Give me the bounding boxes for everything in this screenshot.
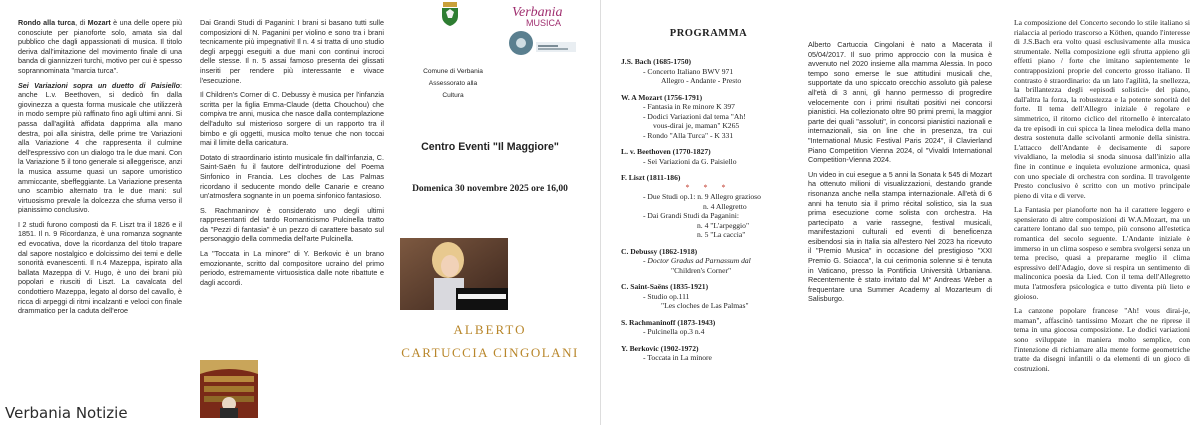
panel-1 xyxy=(0,0,190,425)
program-work: - Dodici Variazioni dal tema "Ah! xyxy=(643,111,746,121)
programma-list xyxy=(621,57,796,363)
program-composer: Y. Berkovic (1902-1972) xyxy=(621,343,699,353)
svg-text:Verbania: Verbania xyxy=(512,5,563,20)
program-composer: W. A Mozart (1756-1791) xyxy=(621,92,703,102)
pianist-photo xyxy=(400,238,580,310)
beethoven-text: : anche L.v. Beethoven, si dedicò fin dalla giovinezza a questa forma musicale che utilizzerà in modo sempre più raffinato fino agli ultimi anni. Si passa dall'agilità affidata dapprima alla mano destra, poi alla sinistra, delle prime tre Variazioni alla Variazione 4 che rappresenta il culmine dell'espressivo con un dialogo tra le due mani. Con la Variazione 5 il tono generale si alleggerisce, anzi la musica assume quasi un sapore umoristico ammiccante, sbeffeggiante. La Variazione presenta uno scambio alternato tra le due mani: sul virtuosismo prevale la dolcezza che sfuma verso il pianissimo conclusivo. xyxy=(18,80,182,215)
svg-text:MUSICA: MUSICA xyxy=(526,18,562,28)
assessorato-label: Assessorato alla Cultura xyxy=(428,80,478,99)
rondo-text: è una delle opere più conosciute per pianoforte solo, amata sia dal pubblico che dagli appassionati di musica. Il titolo deriva dall'imitazione del movimento finale di una banda di giannizzeri turchi, motivo per cui è spesso soprannominata "marcia turca". xyxy=(18,18,183,75)
rondo-title: Rondo alla turca xyxy=(18,18,76,27)
program-composer: J.S. Bach (1685-1750) xyxy=(621,57,692,66)
program-work: "Les cloches de Las Palmas" xyxy=(661,301,749,310)
program-block xyxy=(621,93,796,141)
bach-notes: La composizione del Concerto secondo lo stile italiano si rialaccia al periodo trascorso a Köthen, quando l'interesse di J.S.Bach era volto quasi esclusivamente alla musica strumentale. Nella composizione egli sfrutta appieno gli effetti piano / forte che imitano sapientemente le contrapposizioni proprie del concerto grosso italiano. Il contrasto è straordinario: da un lato l'agilità, la snellezza, la brillantezza degli «episodi solistici» del piano, dall'altra la forza, la robustezza e la potente sonorità del forte. Il tema dell'Allegro iniziale è regolare e simmetrico, il ritorno ciclico del ritornello è intercalato da tre episodi in cui spicca la linea melodica della mano destra sostenuta dalle scivolanti armonie della sinistra. L'attacco dell'Andante è decisamente di sapore vivaldiano, la melodia si snoda sinuosa dall'inizio alla fine in continue e inquieta evoluzione armonica, quasi con uno speciale di orchestra con sordina. Il travolgente Presto conclusivo è scritto con un motivo principale pieno di vita e di verve. xyxy=(1014,18,1190,200)
beethoven-paragraph xyxy=(18,81,182,215)
program-composer: F. Liszt (1811-186) xyxy=(621,173,681,182)
program-work: n. 4 Allegretto xyxy=(703,201,747,211)
program-work: - Rondo "Alla Turca" - K 331 xyxy=(643,130,734,140)
debussy-paragraph: Il Children's Corner di C. Debussy è musica per l'infanzia scritta per la figlia Emma-Claude (detta Chouchou) che compiva tre anni, musica che nasce dalla contemplazione dell'adulto sul misterioso sorgere di un rapporto tra il bimbo e gli oggetti, musica molto tenue che non toccai mai il limite della caricatura. xyxy=(200,90,384,148)
verbania-musica-logo xyxy=(510,4,580,28)
program-work: "Children's Corner" xyxy=(671,265,732,275)
program-composer: C. Saint-Saëns (1835-1921) xyxy=(621,282,709,291)
program-block xyxy=(621,57,796,86)
saint-saens-paragraph: Dotato di straordinario istinto musicale fin dall'infanzia, C. Saint-Saën fu il fautore dell'introduzione del Poema Sinfonico in Francia. Les cloches de Las Palmas ricordano il seducente mondo delle Canarie e creano un'atmosfera sognante in un poema sinfonico fantasioso. xyxy=(200,152,384,201)
pianist-last-name: CARTUCCIA CINGOLANI xyxy=(401,345,579,360)
program-work: - Doctor Gradus ad Parnassum dal xyxy=(643,256,751,265)
program-work: - Fantasia in Re minore K 397 xyxy=(643,102,735,111)
panel-cover xyxy=(390,0,590,425)
panel-notes xyxy=(1000,0,1200,425)
program-composer: S. Rachmaninoff (1873-1943) xyxy=(621,317,716,327)
program-work: - Studio op.111 xyxy=(643,291,690,301)
program-block xyxy=(621,147,796,166)
pianist-first-name: ALBERTO xyxy=(453,322,527,337)
panel-programma xyxy=(600,0,800,425)
program-work: - Toccata in La minore xyxy=(643,353,712,362)
program-work: - Concerto Italiano BWV 971 xyxy=(643,66,734,76)
program-block xyxy=(621,318,796,337)
comune-block xyxy=(418,66,488,102)
program-composer: C. Debussy (1862-1918) xyxy=(621,246,698,256)
coat-of-arms-icon xyxy=(440,2,460,26)
venue-title: Centro Eventi "Il Maggiore" xyxy=(421,141,559,153)
liszt-paragraph: I 2 studi furono composti da F. Liszt tra il 1826 e il 1851. Il n. 9 Ricordanza, è una romanza sognante ed evocativa, dove la ricordanza del titolo trapare dal sapore nostalgico e dolcissimo dei temi e delle sonorità evanescenti. Il n.4 Mazeppa, ispirato alla ballata Mazeppa di V. Hugo, è uno dei brani più popolari e riusciti di Liszt. La cavalcata del condottiero Mazeppa, legato al dorso del cavallo, è ricca di arpeggi di ritmi incalzanti e veloci con finale drammatico per la caduta dell'eroe xyxy=(18,219,182,316)
fantasia-notes: La Fantasia per pianoforte non ha il carattere leggero e spensierato di altre composizioni di W.A.Mozart, ma un carattere lontano dal suo tempo, più consono all'estetica romantica del secolo seguente. L'Andante iniziale è immerso in un clima sospeso e sembra svolgersi senza un tema preciso, quasi a prepararne meglio il clima espressivo dell'Adagio, dove si respira un sentimento di malinconica poesia da Lied. Con il tema dell'Allegretto muta l'atmosfera psicologica e tutto diventa più lieto e gioioso. xyxy=(1014,205,1190,301)
program-block xyxy=(621,173,796,240)
program-work: - Pulcinella op.3 n.4 xyxy=(643,327,705,336)
comune-label: Comune di Verbania xyxy=(423,68,483,75)
paganini-paragraph: Dai Grandi Studi di Paganini: I brani si basano tutti sulle composizioni di N. Paganini per violino e sono tra i brani tecnicamente più impegnativi! Il n. 4 si tratta di uno studio degli arpeggi eseguiti a due mani con continui incroci delle stesse. Il n. 5 assai famoso presenta dei glissati inseriti per rendere più interessante e vivace l'esecuzione. xyxy=(200,18,384,85)
program-work: n. 4 "L'arpeggio" xyxy=(697,220,750,230)
program-block xyxy=(621,344,796,363)
panel-biography xyxy=(800,0,1000,425)
program-work: n. 5 "La caccia" xyxy=(697,230,746,239)
beethoven-title: Sei Variazioni sopra un duetto di Paisiello xyxy=(18,80,180,90)
theatre-photo xyxy=(200,360,258,418)
rondo-by: , di xyxy=(75,18,88,27)
bio-paragraph-1: Alberto Cartuccia Cingolani è nato a Macerata il 05/04/2017. Il suo primo approccio con la musica è avvenuto nel 2020 insieme alla mamma Alessia. In poco tempo sono emerse le sue attitudini musicali che, supportate da uno spiccato orecchio assoluto già palese all'età di 3 anni, gli hanno permesso di progredire velocemente con i primi risultati positivi nei concorsi pianistici. Ha collezionato oltre 90 primi premi, la maggior parte dei quali "assoluti", in concorsi pianistici nazionali e internazionali, sia on line che in presenza, tra cui "International Music Festival Paris 2024", il Clavierland Piano Competition Vienna 2024, ol "Vivaldi International Competition-Vienna 2024. xyxy=(808,40,992,165)
rondo-paragraph xyxy=(18,18,182,76)
programma-title: PROGRAMMA xyxy=(669,28,748,39)
berkovic-paragraph: La "Toccata in La minore" di Y. Berkovic è un brano emozionante, scritto dal compositore ucraino del primo periodo, estremamente virtuosistica dalle note ribattute e dagli accordi. xyxy=(200,249,384,287)
program-work: - Due Studi op.1: n. 9 Allegro grazioso xyxy=(643,192,761,201)
panel-2 xyxy=(190,0,390,425)
program-work: Allegro - Andante - Presto xyxy=(661,76,742,85)
program-block xyxy=(621,247,796,276)
partner-logo-icon xyxy=(508,30,534,56)
stars-divider: * * * xyxy=(685,182,732,192)
source-label: Verbania Notizie xyxy=(5,404,128,422)
rachmaninov-paragraph: S. Rachmaninov è considerato uno degli ultimi rappresentanti del tardo Romanticismo Pulcinella tratto da "Pezzi di fantasia" è un pezzo di carattere basato sul personaggio della commedia dell'arte Pulcinella. xyxy=(200,205,384,244)
program-work: - Dai Grandi Studi da Paganini: xyxy=(643,211,739,220)
rondo-composer: Mozart xyxy=(87,18,111,27)
program-work: vous-dirai je, maman" K265 xyxy=(653,121,740,130)
sponsor-logo-icon xyxy=(536,36,576,56)
concert-date: Domenica 30 novembre 2025 ore 16,00 xyxy=(412,184,568,194)
program-composer: L. v. Beethoven (1770-1827) xyxy=(621,147,711,156)
variations-notes: La canzone popolare francese "Ah! vous dirai-je, maman", affascinò tantissimo Mozart che ne riprese il tema in una giocosa composizione. Le dodici variazioni sono sviluppate in maniera molto semplice, con l'intenzione di richiamare alla mente forme geometriche tratte da disegni infantili o da elementi di un gioco di costruzioni. xyxy=(1014,306,1190,373)
bio-paragraph-2: Un video in cui esegue a 5 anni la Sonata k 545 di Mozart ha ottenuto milioni di visualizzazioni, destando grande risonanza anche nella stampa internazionale. All'età di 6 anni ha tenuto sia il primo récital solistico, sia la sua prima esecuzione come solista con orchestra. Ha partecipato a varie rassegne, festival musicali, manifestazioni culturali ed eventi di beneficenza esibendosi sia in Italia sia all'estero Nel 2023 ha ricevuto il "Premio Musica" in occasione del prestigioso "XXI Premio G. Sciacca", la cui cerimonia solenne si è tenuta in Vaticano, presso la Pontificia Università Urbaniana. Recentemente è stato invitato dal M° Andreas Weber a frequentare una Summer Academy al Mozarteum di Salisburgo. xyxy=(808,169,992,304)
program-block xyxy=(621,282,796,311)
program-work: - Sei Variazioni da G. Paisiello xyxy=(643,156,737,166)
